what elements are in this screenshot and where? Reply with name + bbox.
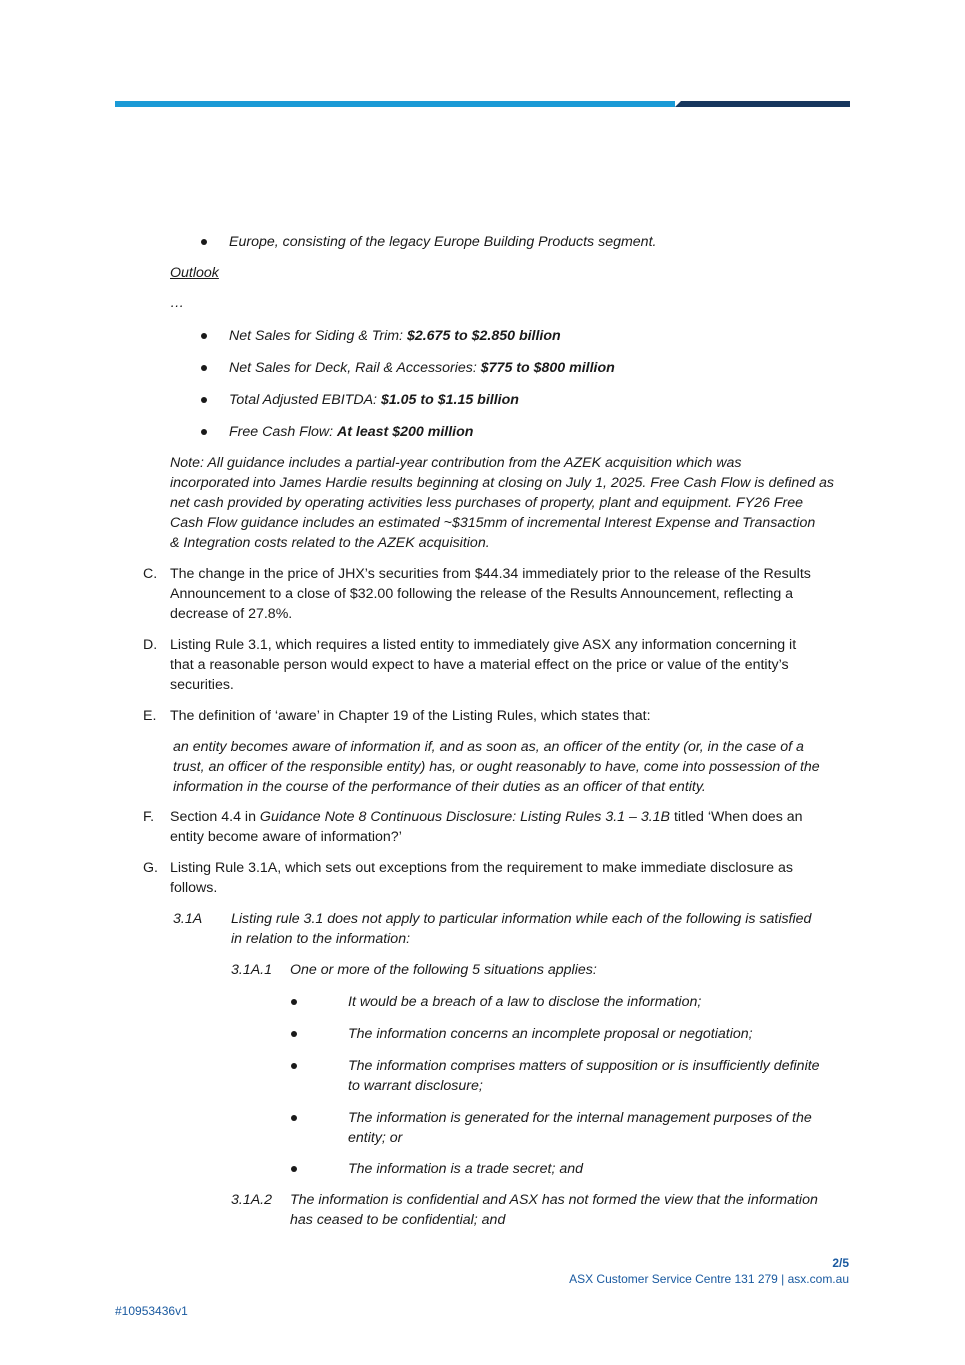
item-f-line: entity become aware of information?’ (170, 829, 402, 845)
item-f-post: titled ‘When does an (670, 809, 803, 825)
bullet-icon (201, 429, 207, 435)
header-accent-bar (115, 101, 850, 107)
guidance-value: At least $200 million (337, 424, 474, 440)
document-id: #10953436v1 (115, 1304, 188, 1318)
page-number: 2/5 (832, 1256, 849, 1270)
item-d-line: Listing Rule 3.1, which requires a listed entity to immediately give ASX any information concerning it (170, 637, 797, 653)
item-f-line (170, 807, 803, 827)
item-letter: C. (143, 566, 158, 582)
situation-line: entity; or (348, 1130, 403, 1146)
note-line: & Integration costs related to the AZEK acquisition. (170, 535, 490, 551)
guidance-note-title: Guidance Note 8 Continuous Disclosure: Listing Rules 3.1 – 3.1B (259, 809, 671, 825)
subrule-number: 3.1A.2 (231, 1192, 273, 1208)
situation-line: The information is a trade secret; and (348, 1161, 584, 1177)
aware-definition-line: an entity becomes aware of information if, and as soon as, an officer of the entity (or, in the case of a (173, 739, 804, 755)
item-d-line: securities. (170, 677, 234, 693)
situation-line: to warrant disclosure; (348, 1078, 483, 1094)
guidance-value: $2.675 to $2.850 billion (406, 328, 561, 344)
outlook-heading: Outlook (170, 265, 219, 281)
bullet-icon (201, 397, 207, 403)
note-line: Cash Flow guidance includes an estimated ~$315mm of incremental Interest Expense and Transaction (170, 515, 816, 531)
subrule-text-line: has ceased to be confidential; and (290, 1212, 506, 1228)
guidance-label: Free Cash Flow: (229, 424, 338, 440)
guidance-item (229, 422, 473, 442)
note-line: incorporated into James Hardie results beginning at closing on July 1, 2025. Free Cash Flow is defined as (170, 475, 835, 491)
guidance-item (229, 358, 615, 378)
guidance-item (229, 390, 519, 410)
aware-definition-line: information in the course of the performance of their duties as an officer of that entity. (173, 779, 706, 795)
situation-line: It would be a breach of a law to disclose the information; (348, 994, 702, 1010)
situation-line: The information is generated for the internal management purposes of the (348, 1110, 812, 1126)
guidance-label: Net Sales for Siding & Trim: (229, 328, 407, 344)
situation-line: The information comprises matters of supposition or is insufficiently definite (348, 1058, 820, 1074)
bullet-icon (291, 1115, 297, 1121)
item-letter: D. (143, 637, 158, 653)
item-c-line: decrease of 27.8%. (170, 606, 293, 622)
item-g-line: follows. (170, 880, 218, 896)
item-d-line: that a reasonable person would expect to have a material effect on the price or value of the entity’s (170, 657, 789, 673)
subrule-text-line: The information is confidential and ASX has not formed the view that the information (290, 1192, 818, 1208)
guidance-label: Total Adjusted EBITDA: (229, 392, 381, 408)
rule-text-line: in relation to the information: (231, 931, 411, 947)
bullet-icon (201, 365, 207, 371)
item-letter: G. (143, 860, 158, 876)
guidance-value: $1.05 to $1.15 billion (380, 392, 519, 408)
situation-line: The information concerns an incomplete proposal or negotiation; (348, 1026, 753, 1042)
aware-definition-line: trust, an officer of the responsible entity) has, or ought reasonably to have, come into possession of the (173, 759, 820, 775)
bullet-icon (201, 333, 207, 339)
note-line: Note: All guidance includes a partial-year contribution from the AZEK acquisition which was (170, 455, 742, 471)
bullet-icon (291, 1063, 297, 1069)
bullet-icon (291, 1031, 297, 1037)
header-bar-light-segment (115, 101, 675, 107)
item-c-line: Announcement to a close of $32.00 following the release of the Results Announcement, reflecting a (170, 586, 794, 602)
bullet-icon (201, 239, 207, 245)
bullet-icon (291, 999, 297, 1005)
item-e-line: The definition of ‘aware’ in Chapter 19 of the Listing Rules, which states that: (170, 708, 651, 724)
footer-contact: ASX Customer Service Centre 131 279 | asx.com.au (569, 1272, 849, 1286)
guidance-value: $775 to $800 million (480, 360, 615, 376)
europe-bullet-text: Europe, consisting of the legacy Europe Building Products segment. (229, 234, 657, 250)
item-c-line: The change in the price of JHX’s securities from $44.34 immediately prior to the release of the Results (170, 566, 811, 582)
ellipsis: … (170, 295, 185, 311)
note-line: net cash provided by operating activities less purchases of property, plant and equipment. FY26 Free (170, 495, 804, 511)
subrule-text: One or more of the following 5 situations applies: (290, 962, 597, 978)
rule-text-line: Listing rule 3.1 does not apply to particular information while each of the following is satisfied (231, 911, 812, 927)
item-letter: F. (143, 809, 155, 825)
guidance-item (229, 326, 561, 346)
item-f-pre: Section 4.4 in (170, 809, 260, 825)
item-g-line: Listing Rule 3.1A, which sets out exceptions from the requirement to make immediate disclosure as (170, 860, 793, 876)
item-letter: E. (143, 708, 157, 724)
rule-number: 3.1A (173, 911, 203, 927)
bullet-icon (291, 1166, 297, 1172)
header-bar-dark-segment (675, 101, 850, 107)
guidance-label: Net Sales for Deck, Rail & Accessories: (229, 360, 481, 376)
subrule-number: 3.1A.1 (231, 962, 273, 978)
